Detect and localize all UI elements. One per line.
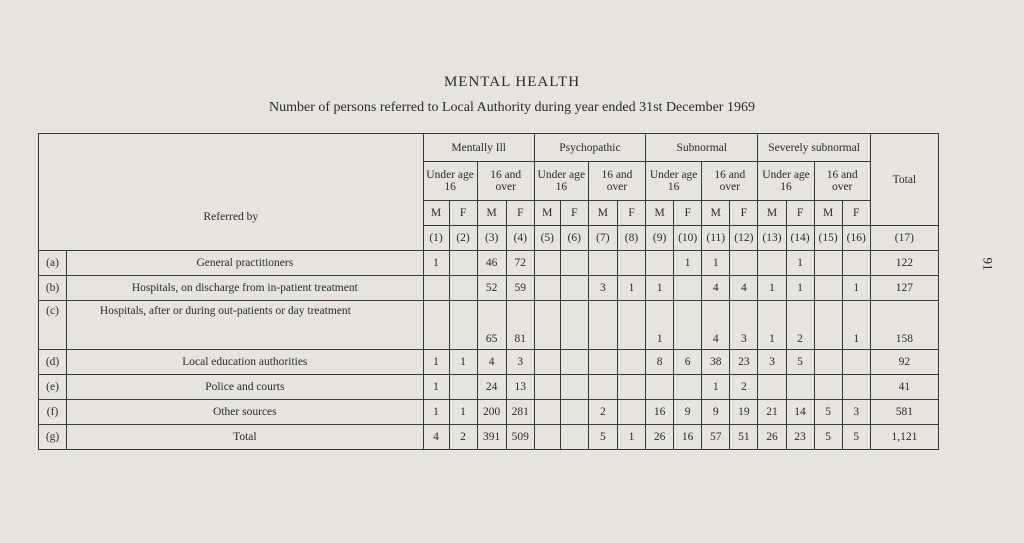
cell-value: 13 (506, 375, 534, 400)
column-number: (17) (870, 226, 938, 251)
cell-value: 1 (646, 301, 674, 350)
cell-value: 1 (617, 276, 645, 301)
sex-header: M (423, 201, 449, 226)
row-letter: (e) (39, 375, 67, 400)
cell-value (758, 251, 786, 276)
cell-value: 14 (786, 400, 814, 425)
cell-value (617, 350, 645, 375)
group-header-mentally-ill: Mentally Ill (423, 134, 534, 162)
row-total: 127 (870, 276, 938, 301)
cell-value: 509 (506, 425, 534, 450)
row-letter: (b) (39, 276, 67, 301)
cell-value: 16 (674, 425, 702, 450)
cell-value: 2 (786, 301, 814, 350)
cell-value (588, 375, 617, 400)
cell-value: 1 (702, 375, 730, 400)
cell-value: 72 (506, 251, 534, 276)
group-header-severely-subnormal: Severely subnormal (758, 134, 870, 162)
age-band-header: Under age 16 (758, 162, 814, 201)
sex-header: F (674, 201, 702, 226)
referrals-table (38, 133, 939, 450)
sex-header: M (477, 201, 506, 226)
cell-value: 9 (702, 400, 730, 425)
row-letter: (f) (39, 400, 67, 425)
cell-value: 57 (702, 425, 730, 450)
cell-value: 1 (786, 276, 814, 301)
cell-value: 8 (646, 350, 674, 375)
cell-value: 5 (786, 350, 814, 375)
row-total: 1,121 (870, 425, 938, 450)
cell-value (534, 276, 560, 301)
cell-value (814, 301, 842, 350)
row-total: 92 (870, 350, 938, 375)
cell-value (423, 301, 449, 350)
cell-value: 200 (477, 400, 506, 425)
cell-value: 3 (842, 400, 870, 425)
cell-value: 1 (423, 400, 449, 425)
cell-value (617, 301, 645, 350)
age-band-header: 16 and over (477, 162, 534, 201)
table-row (39, 301, 939, 350)
table-row (39, 276, 939, 301)
cell-value: 1 (786, 251, 814, 276)
cell-value (814, 251, 842, 276)
cell-value (560, 425, 588, 450)
cell-value: 2 (588, 400, 617, 425)
cell-value: 24 (477, 375, 506, 400)
cell-value (588, 251, 617, 276)
cell-value (646, 375, 674, 400)
row-letter: (a) (39, 251, 67, 276)
column-number: (6) (560, 226, 588, 251)
cell-value: 1 (617, 425, 645, 450)
cell-value: 2 (449, 425, 477, 450)
total-header: Total (870, 134, 938, 226)
cell-value: 1 (423, 251, 449, 276)
cell-value: 1 (842, 276, 870, 301)
cell-value (842, 251, 870, 276)
cell-value: 65 (477, 301, 506, 350)
referred-by-header: Referred by (39, 134, 424, 251)
cell-value: 2 (730, 375, 758, 400)
row-label: General practitioners (67, 251, 424, 276)
row-total: 581 (870, 400, 938, 425)
sex-header: M (646, 201, 674, 226)
cell-value: 6 (674, 350, 702, 375)
cell-value (560, 375, 588, 400)
cell-value (617, 400, 645, 425)
sex-header: F (730, 201, 758, 226)
cell-value: 52 (477, 276, 506, 301)
cell-value (646, 251, 674, 276)
cell-value: 281 (506, 400, 534, 425)
cell-value: 51 (730, 425, 758, 450)
cell-value (674, 276, 702, 301)
cell-value: 3 (730, 301, 758, 350)
column-number: (13) (758, 226, 786, 251)
row-label: Total (67, 425, 424, 450)
cell-value: 46 (477, 251, 506, 276)
row-label: Other sources (67, 400, 424, 425)
cell-value (423, 276, 449, 301)
age-band-header: 16 and over (588, 162, 645, 201)
cell-value (758, 375, 786, 400)
column-number: (2) (449, 226, 477, 251)
cell-value (786, 375, 814, 400)
column-number: (9) (646, 226, 674, 251)
table-row (39, 350, 939, 375)
cell-value (534, 350, 560, 375)
sex-header: M (702, 201, 730, 226)
cell-value (534, 425, 560, 450)
age-band-header: Under age 16 (423, 162, 477, 201)
cell-value (814, 276, 842, 301)
cell-value (560, 276, 588, 301)
sex-header: F (560, 201, 588, 226)
sex-header: M (758, 201, 786, 226)
page-number: 91 (980, 257, 996, 271)
column-number: (11) (702, 226, 730, 251)
row-label: Hospitals, on discharge from in-patient treatment (67, 276, 424, 301)
cell-value: 4 (702, 276, 730, 301)
cell-value: 4 (702, 301, 730, 350)
sex-header: F (786, 201, 814, 226)
cell-value (842, 350, 870, 375)
cell-value: 1 (842, 301, 870, 350)
column-number: (8) (617, 226, 645, 251)
cell-value (449, 251, 477, 276)
column-number: (15) (814, 226, 842, 251)
cell-value (814, 350, 842, 375)
row-letter: (g) (39, 425, 67, 450)
cell-value (534, 375, 560, 400)
cell-value (449, 276, 477, 301)
row-letter: (d) (39, 350, 67, 375)
cell-value: 1 (702, 251, 730, 276)
column-number: (16) (842, 226, 870, 251)
group-header-subnormal: Subnormal (646, 134, 758, 162)
cell-value: 26 (646, 425, 674, 450)
table-row (39, 425, 939, 450)
cell-value: 38 (702, 350, 730, 375)
row-total: 158 (870, 301, 938, 350)
column-number: (14) (786, 226, 814, 251)
cell-value: 1 (674, 251, 702, 276)
row-total: 41 (870, 375, 938, 400)
age-band-header: Under age 16 (646, 162, 702, 201)
cell-value (449, 375, 477, 400)
cell-value: 5 (842, 425, 870, 450)
cell-value: 5 (814, 400, 842, 425)
cell-value (814, 375, 842, 400)
table-row (39, 375, 939, 400)
cell-value: 1 (758, 276, 786, 301)
cell-value (588, 350, 617, 375)
cell-value (560, 400, 588, 425)
sex-header: F (842, 201, 870, 226)
page-subtitle: Number of persons referred to Local Authority during year ended 31st December 1969 (269, 100, 755, 115)
cell-value (534, 400, 560, 425)
age-band-header: Under age 16 (534, 162, 588, 201)
row-label: Police and courts (67, 375, 424, 400)
cell-value: 21 (758, 400, 786, 425)
cell-value: 5 (814, 425, 842, 450)
cell-value (588, 301, 617, 350)
cell-value (449, 301, 477, 350)
cell-value: 16 (646, 400, 674, 425)
cell-value: 3 (506, 350, 534, 375)
cell-value: 1 (449, 350, 477, 375)
cell-value: 23 (730, 350, 758, 375)
column-number: (4) (506, 226, 534, 251)
column-number: (3) (477, 226, 506, 251)
cell-value (560, 350, 588, 375)
cell-value (560, 251, 588, 276)
cell-value: 3 (758, 350, 786, 375)
cell-value: 4 (730, 276, 758, 301)
cell-value (534, 301, 560, 350)
cell-value (534, 251, 560, 276)
row-label: Hospitals, after or during out-patients or day treatment (67, 301, 424, 350)
cell-value (617, 375, 645, 400)
column-number: (12) (730, 226, 758, 251)
table-row (39, 400, 939, 425)
sex-header: F (449, 201, 477, 226)
cell-value: 1 (758, 301, 786, 350)
cell-value: 5 (588, 425, 617, 450)
cell-value: 391 (477, 425, 506, 450)
column-number: (5) (534, 226, 560, 251)
cell-value: 4 (477, 350, 506, 375)
group-header-psychopathic: Psychopathic (534, 134, 645, 162)
cell-value: 1 (423, 375, 449, 400)
cell-value: 1 (423, 350, 449, 375)
cell-value (617, 251, 645, 276)
sex-header: M (814, 201, 842, 226)
sex-header: M (534, 201, 560, 226)
column-number: (10) (674, 226, 702, 251)
cell-value (730, 251, 758, 276)
column-number: (7) (588, 226, 617, 251)
sex-header: F (506, 201, 534, 226)
cell-value: 4 (423, 425, 449, 450)
cell-value: 26 (758, 425, 786, 450)
cell-value: 23 (786, 425, 814, 450)
cell-value (560, 301, 588, 350)
cell-value (674, 301, 702, 350)
cell-value (674, 375, 702, 400)
row-total: 122 (870, 251, 938, 276)
row-letter: (c) (39, 301, 67, 350)
cell-value: 1 (646, 276, 674, 301)
page-title: MENTAL HEALTH (443, 74, 581, 90)
age-band-header: 16 and over (702, 162, 758, 201)
row-label: Local education authorities (67, 350, 424, 375)
cell-value: 19 (730, 400, 758, 425)
cell-value: 81 (506, 301, 534, 350)
table-row (39, 251, 939, 276)
sex-header: M (588, 201, 617, 226)
age-band-header: 16 and over (814, 162, 870, 201)
sex-header: F (617, 201, 645, 226)
cell-value: 3 (588, 276, 617, 301)
column-number: (1) (423, 226, 449, 251)
cell-value: 1 (449, 400, 477, 425)
cell-value: 59 (506, 276, 534, 301)
cell-value (842, 375, 870, 400)
cell-value: 9 (674, 400, 702, 425)
